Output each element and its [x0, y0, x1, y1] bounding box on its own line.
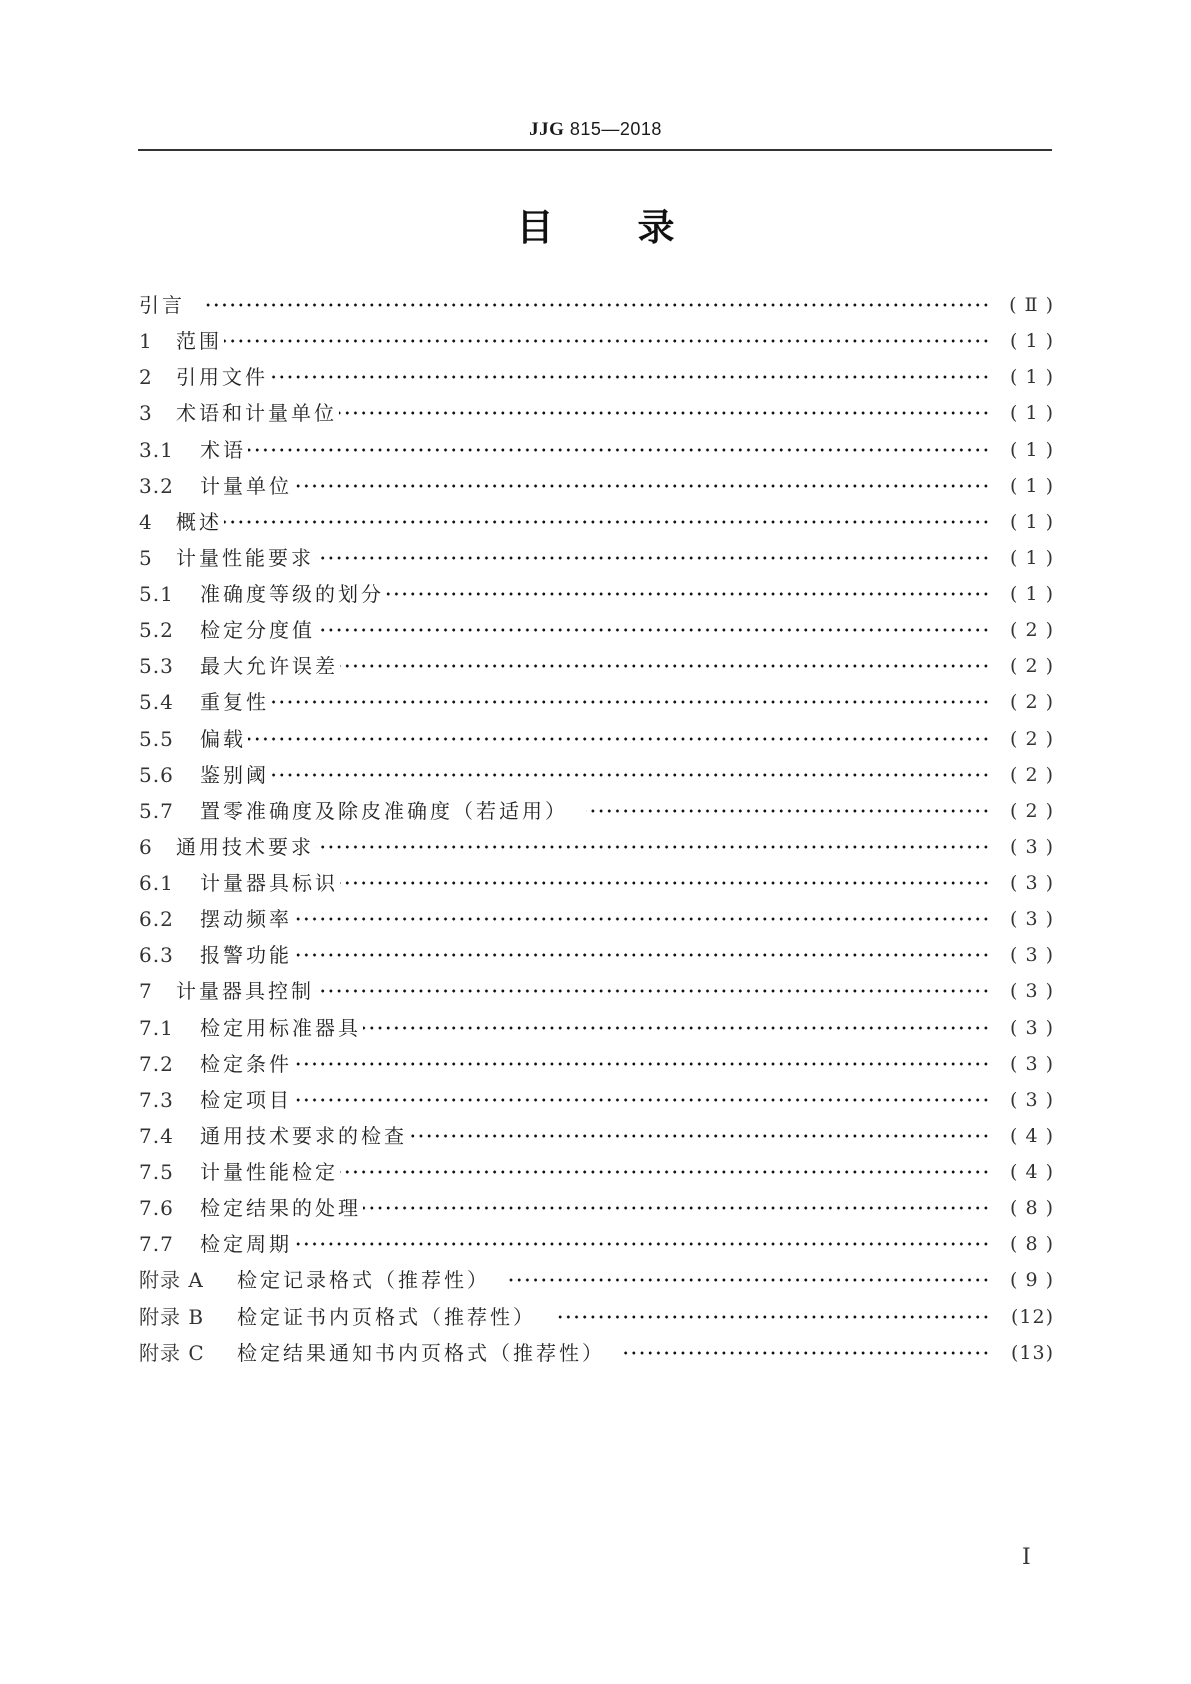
toc-entry-label: 概述: [176, 509, 222, 534]
toc-page-number: ( 2 ): [1010, 727, 1054, 750]
toc-entry-number: 3.1: [139, 437, 174, 462]
table-of-contents: [139, 287, 1054, 1371]
toc-page-number: ( 4 ): [1010, 1161, 1054, 1184]
toc-appendix-number: 附录 B: [139, 1304, 205, 1329]
toc-dot-leader: [270, 365, 990, 389]
toc-page-number: (12): [1010, 1305, 1054, 1328]
toc-entry-number: 7: [139, 979, 153, 1004]
toc-entry[interactable]: [139, 757, 1054, 793]
toc-dot-leader: [316, 979, 990, 1003]
toc-page-number: ( 2 ): [1010, 763, 1054, 786]
standard-code-number: 815—2018: [564, 119, 662, 139]
toc-dot-leader: [248, 438, 990, 462]
toc-dot-leader: [224, 329, 990, 353]
toc-entry-number: 6.2: [139, 907, 174, 932]
toc-entry-label: 准确度等级的划分: [200, 582, 384, 607]
toc-entry-label: 鉴别阈: [200, 762, 269, 787]
toc-entry[interactable]: [139, 973, 1054, 1009]
toc-dot-leader: [363, 1016, 990, 1040]
toc-entry-number: 3: [139, 401, 153, 426]
toc-entry-number: 7.1: [139, 1015, 174, 1040]
toc-entry[interactable]: [139, 468, 1054, 504]
toc-entry-label: 计量器具控制: [176, 979, 314, 1004]
toc-entry-number: 4: [139, 509, 153, 534]
toc-page-number: ( 4 ): [1010, 1124, 1054, 1147]
header-rule: [138, 149, 1052, 151]
toc-entry-number: 6: [139, 834, 153, 859]
toc-entry-number: 7.4: [139, 1123, 174, 1148]
toc-entry[interactable]: [139, 721, 1054, 757]
toc-entry-label: 置零准确度及除皮准确度（若适用）: [200, 798, 568, 823]
toc-entry-label: 检定项目: [200, 1087, 292, 1112]
toc-entry[interactable]: [139, 1082, 1054, 1118]
toc-entry-number: 7.7: [139, 1232, 174, 1257]
toc-dot-leader: [623, 1341, 990, 1365]
toc-page-number: ( 8 ): [1010, 1233, 1054, 1256]
toc-entry[interactable]: [139, 937, 1054, 973]
toc-entry[interactable]: [139, 432, 1054, 468]
toc-entry-label: 计量器具标识: [200, 871, 338, 896]
toc-dot-leader: [294, 1088, 990, 1112]
toc-entry-label: 计量单位: [200, 473, 292, 498]
toc-dot-leader: [271, 690, 990, 714]
toc-dot-leader: [386, 582, 990, 606]
toc-page-number: ( 3 ): [1010, 1016, 1054, 1039]
toc-page-number: (13): [1010, 1341, 1054, 1364]
toc-page-number: ( 3 ): [1010, 872, 1054, 895]
toc-page-number: ( 2 ): [1010, 619, 1054, 642]
toc-page-number: ( 3 ): [1010, 944, 1054, 967]
toc-entry[interactable]: [139, 793, 1054, 829]
toc-dot-leader: [294, 907, 990, 931]
toc-dot-leader: [363, 1196, 990, 1220]
toc-entry[interactable]: [139, 1154, 1054, 1190]
toc-dot-leader: [586, 799, 990, 823]
toc-entry-number: 5.1: [139, 582, 174, 607]
toc-page-number: ( 1 ): [1010, 330, 1054, 353]
toc-page-number: ( 3 ): [1010, 1052, 1054, 1075]
toc-dot-leader: [340, 871, 990, 895]
toc-page-number: ( 2 ): [1010, 691, 1054, 714]
toc-page-number: ( 3 ): [1010, 908, 1054, 931]
toc-entry-label: 引用文件: [176, 365, 268, 390]
toc-dot-leader: [409, 1124, 990, 1148]
toc-entry-number: 5.3: [139, 654, 174, 679]
toc-entry-label: 计量性能检定: [200, 1160, 338, 1185]
toc-entry-label: 重复性: [200, 690, 269, 715]
toc-entry-label: 检定结果通知书内页格式（推荐性）: [237, 1340, 605, 1365]
toc-dot-leader: [248, 727, 990, 751]
toc-appendix-number: 附录 A: [139, 1268, 204, 1293]
toc-entry-label: 通用技术要求的检查: [200, 1123, 407, 1148]
toc-entry-number: 5.7: [139, 798, 174, 823]
toc-entry-label: 术语和计量单位: [176, 401, 337, 426]
toc-entry-label: 检定证书内页格式（推荐性）: [237, 1304, 536, 1329]
toc-entry[interactable]: [139, 829, 1054, 865]
standard-code-prefix: JJG: [529, 119, 565, 140]
toc-dot-leader: [294, 943, 990, 967]
toc-entry-label: 检定周期: [200, 1232, 292, 1257]
toc-dot-leader: [554, 1305, 990, 1329]
toc-entry-label: 通用技术要求: [176, 834, 314, 859]
toc-entry-label: 计量性能要求: [176, 545, 314, 570]
toc-entry-label: 最大允许误差: [200, 654, 338, 679]
toc-entry-number: 1: [139, 329, 153, 354]
toc-entry[interactable]: [139, 684, 1054, 720]
toc-entry-label: 报警功能: [200, 943, 292, 968]
toc-entry-number: 5.4: [139, 690, 174, 715]
toc-entry[interactable]: [139, 1226, 1054, 1262]
page-number-footer: I: [1022, 1545, 1031, 1570]
toc-entry[interactable]: [139, 323, 1054, 359]
toc-page-number: ( 8 ): [1010, 1197, 1054, 1220]
toc-dot-leader: [316, 835, 990, 859]
toc-page-number: ( 1 ): [1010, 583, 1054, 606]
toc-entry-number: 7.3: [139, 1087, 174, 1112]
page-title: [0, 205, 1191, 251]
toc-entry-number: 6.1: [139, 871, 174, 896]
toc-entry-intro[interactable]: [139, 287, 1054, 323]
toc-dot-leader: [339, 401, 990, 425]
toc-entry-number: 5.5: [139, 726, 174, 751]
toc-page-number: ( 3 ): [1010, 1088, 1054, 1111]
toc-entry[interactable]: [139, 901, 1054, 937]
toc-entry[interactable]: [139, 1010, 1054, 1046]
toc-entry[interactable]: [139, 540, 1054, 576]
page-title-char-2: 录: [637, 206, 675, 249]
toc-entry-number: 7.2: [139, 1051, 174, 1076]
toc-page-number: ( 1 ): [1010, 438, 1054, 461]
toc-dot-leader: [294, 474, 990, 498]
toc-dot-leader: [224, 510, 990, 534]
toc-entry[interactable]: [139, 504, 1054, 540]
toc-entry-number: 5.2: [139, 618, 174, 643]
toc-entry[interactable]: [139, 395, 1054, 431]
toc-entry-number: 3.2: [139, 473, 174, 498]
toc-entry-label: 术语: [200, 437, 246, 462]
toc-page-number: ( 2 ): [1010, 655, 1054, 678]
toc-entry-appendix-c[interactable]: [139, 1335, 1054, 1371]
toc-entry-number: 6.3: [139, 943, 174, 968]
toc-entry-label: 检定用标准器具: [200, 1015, 361, 1040]
toc-entry[interactable]: [139, 359, 1054, 395]
running-header: [0, 117, 1191, 142]
toc-entry-label: 检定条件: [200, 1051, 292, 1076]
toc-entry-label: 检定结果的处理: [200, 1196, 361, 1221]
toc-entry-number: 5: [139, 545, 153, 570]
toc-dot-leader: [340, 654, 990, 678]
toc-entry-label: 检定分度值: [200, 618, 315, 643]
toc-entry-label: 偏载: [200, 726, 246, 751]
toc-dot-leader: [316, 546, 990, 570]
toc-page-number: ( 1 ): [1010, 402, 1054, 425]
toc-page-number: ( 3 ): [1010, 835, 1054, 858]
page-title-char-1: 目: [516, 206, 554, 249]
toc-entry-label: 范围: [176, 329, 222, 354]
toc-entry[interactable]: [139, 1190, 1054, 1226]
toc-page-number: ( Ⅱ ): [1009, 294, 1054, 317]
toc-entry-label: 引言: [139, 293, 185, 318]
toc-entry[interactable]: [139, 648, 1054, 684]
toc-entry[interactable]: [139, 612, 1054, 648]
toc-entry[interactable]: [139, 1046, 1054, 1082]
toc-entry-label: 摆动频率: [200, 907, 292, 932]
toc-entry-number: 7.6: [139, 1196, 174, 1221]
toc-page-number: ( 9 ): [1010, 1269, 1054, 1292]
toc-page-number: ( 3 ): [1010, 980, 1054, 1003]
toc-entry[interactable]: [139, 576, 1054, 612]
toc-dot-leader: [508, 1268, 990, 1292]
toc-page-number: ( 1 ): [1010, 474, 1054, 497]
toc-entry[interactable]: [139, 1118, 1054, 1154]
toc-entry-number: 7.5: [139, 1160, 174, 1185]
toc-page-number: ( 1 ): [1010, 546, 1054, 569]
toc-dot-leader: [294, 1232, 990, 1256]
toc-entry-number: 2: [139, 365, 153, 390]
toc-dot-leader: [203, 293, 990, 317]
toc-page-number: ( 1 ): [1010, 366, 1054, 389]
toc-entry[interactable]: [139, 865, 1054, 901]
toc-entry-label: 检定记录格式（推荐性）: [237, 1268, 490, 1293]
toc-dot-leader: [271, 763, 990, 787]
toc-dot-leader: [317, 618, 990, 642]
toc-entry-appendix-b[interactable]: [139, 1299, 1054, 1335]
toc-page-number: ( 1 ): [1010, 510, 1054, 533]
toc-entry-appendix-a[interactable]: [139, 1262, 1054, 1298]
toc-page-number: ( 2 ): [1010, 799, 1054, 822]
toc-dot-leader: [294, 1052, 990, 1076]
toc-dot-leader: [340, 1160, 990, 1184]
toc-appendix-number: 附录 C: [139, 1340, 205, 1365]
toc-entry-number: 5.6: [139, 762, 174, 787]
